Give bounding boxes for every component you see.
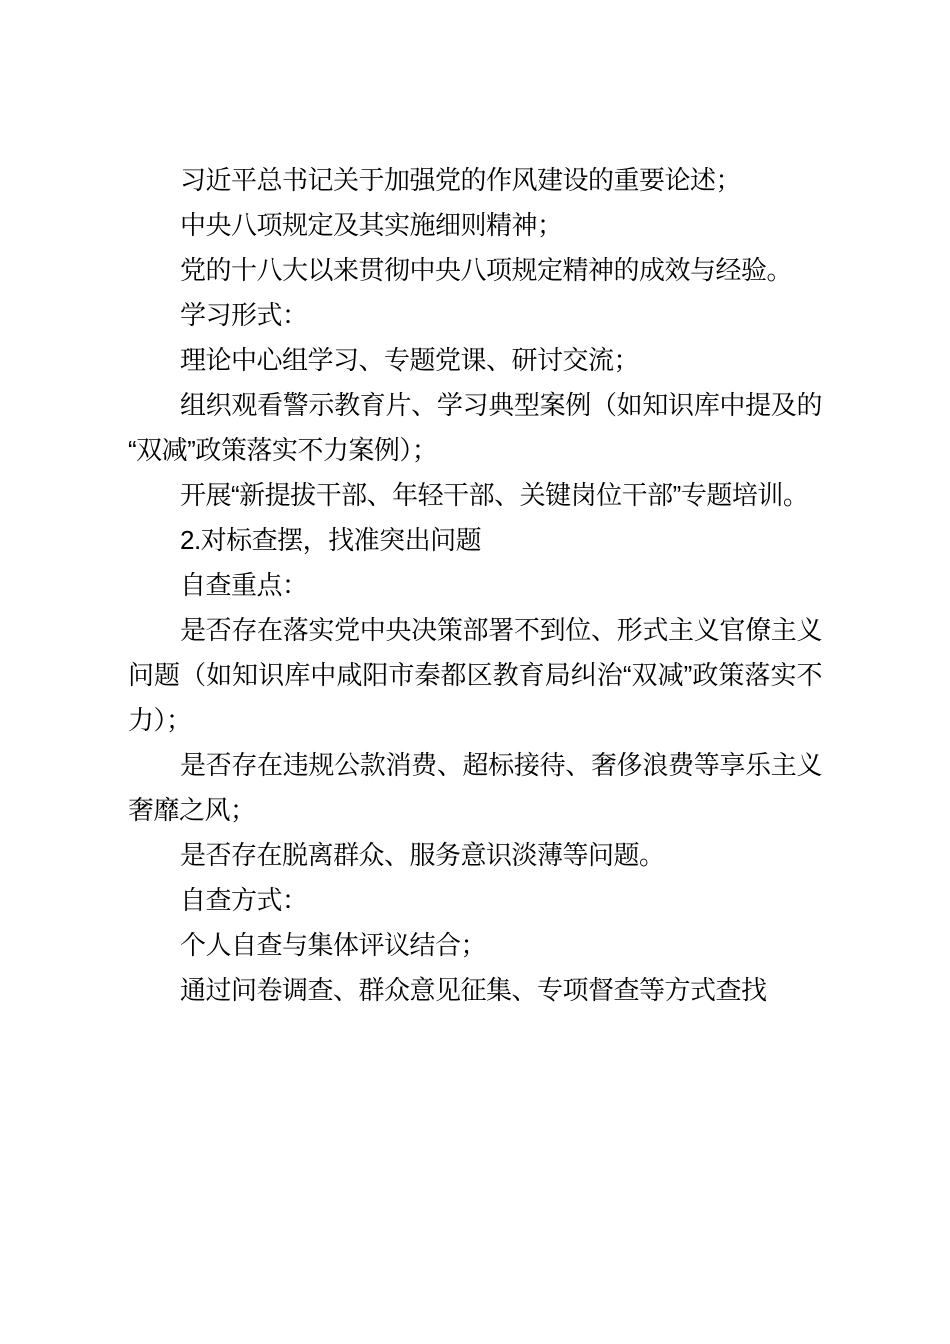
doc-line: 是否存在脱离群众、服务意识淡薄等问题。 <box>180 840 665 870</box>
doc-line: 个人自查与集体评议结合； <box>180 930 487 960</box>
doc-line: 习近平总书记关于加强党的作风建设的重要论述； <box>180 165 742 195</box>
doc-line: 是否存在违规公款消费、超标接待、奢侈浪费等享乐主义 <box>180 750 822 780</box>
doc-line: 开展“新提拔干部、年轻干部、关键岗位干部”专题培训。 <box>180 480 809 510</box>
doc-line: 理论中心组学习、专题党课、研讨交流； <box>180 345 640 375</box>
doc-line: 党的十八大以来贯彻中央八项规定精神的成效与经验。 <box>180 255 793 285</box>
doc-line: 自查重点： <box>180 570 308 600</box>
doc-line: 组织观看警示教育片、学习典型案例（如知识库中提及的 <box>180 390 822 420</box>
doc-line: 奢靡之风； <box>128 795 256 825</box>
document-text-block <box>128 158 822 1013</box>
doc-line: 2.对标查摆，找准突出问题 <box>180 525 482 555</box>
doc-line: 通过问卷调查、群众意见征集、专项督查等方式查找 <box>180 975 767 1005</box>
doc-line: 学习形式： <box>180 300 308 330</box>
doc-line: 问题（如知识库中咸阳市秦都区教育局纠治“双减”政策落实不 <box>128 660 822 690</box>
doc-line: 自查方式： <box>180 885 308 915</box>
doc-line: 力）； <box>128 705 192 735</box>
doc-line: “双减”政策落实不力案例）； <box>128 435 438 465</box>
doc-line: 中央八项规定及其实施细则精神； <box>180 210 563 240</box>
doc-line: 是否存在落实党中央决策部署不到位、形式主义官僚主义 <box>180 615 822 645</box>
